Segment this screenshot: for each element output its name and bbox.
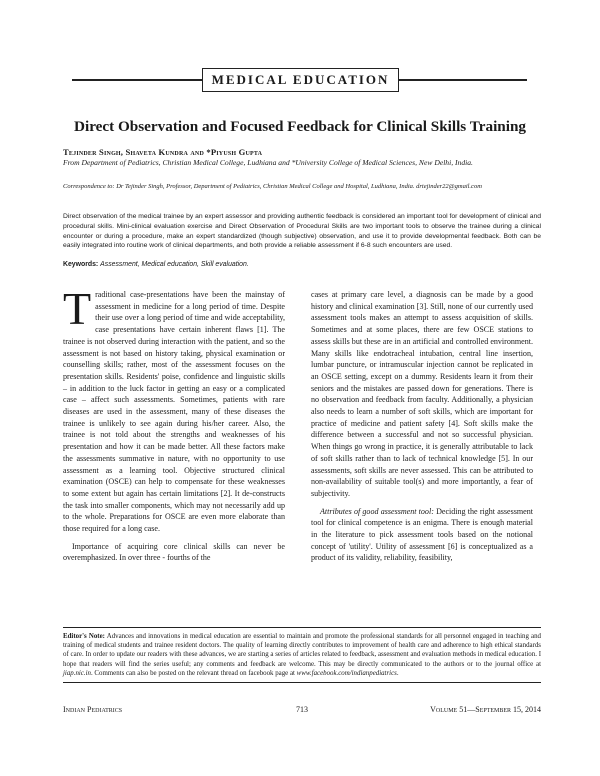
- body-paragraph: [63, 283, 285, 535]
- editors-note: [63, 627, 541, 683]
- keywords-line: [63, 261, 249, 268]
- article-abstract: Direct observation of the medical trainee by an expert assessor and providing authentic feedback is considered an important tool for development of clinical and procedural skills. Mini-clinical evaluation exercise and Direct Observation of Procedural Skills are two important tools to observe the trainee during a clinical encounter or during a procedure, make an expert standardized (though subjective) observation, and use it to provide developmental feedback. Both can be easily integrated into routine work of clinical departments, and both provide a reliable assessment if 6-8 such encounters are used.: [63, 213, 541, 250]
- body-column-left: [63, 283, 285, 564]
- article-authors: Tejinder Singh, Shaveta Kundra and *Piyush Gupta: [63, 147, 263, 157]
- editors-note-label: Editor's Note:: [63, 633, 105, 640]
- page-footer: [63, 705, 541, 717]
- keywords-label: Keywords:: [63, 261, 99, 268]
- facebook-link[interactable]: www.facebook.com/indianpediatrics: [296, 669, 397, 677]
- section-header: [72, 68, 527, 92]
- body-paragraph: [311, 506, 533, 565]
- footer-volume: Volume 51—September 15, 2014: [430, 705, 541, 714]
- body-paragraph: Importance of acquiring core clinical skills can never be overemphasized. In over three - fourths of the: [63, 541, 285, 563]
- drop-cap: T: [63, 283, 92, 334]
- editors-note-text-2: . Comments can also be posted on the relevant thread on facebook page at: [90, 669, 297, 677]
- body-column-right: [311, 289, 533, 564]
- body-paragraph: cases at primary care level, a diagnosis can be made by a good history and clinical examination [3]. Still, none of our currently used assessment tools makes an attempt to assess acquisition of skills. Sometimes and at some places, there are few OSCE stations to assess skills but these are in an artificial and controlled environment. Many skills like endotracheal intubation, central line insertion, lumbar puncture, or intramuscular injection cannot be replicated in an OSCE setting, except on a dummy. Residents learn it from their seniors and the mistakes are passed down for generations. There is no observation and feedback from faculty. Additionally, a physician also needs to learn a number of soft skills, which are important for practice of medicine and patient safety [4]. Soft skills make the difference between a successful and not so successful physician. When things go wrong in practice, it is generally attributable to lack of soft skills rather than to lack of technical knowledge [5]. In our assessments, soft skills are never assessed. This can be attributed to non-availability of suitable tool(s) and more importantly, a fear of subjectivity.: [311, 290, 533, 498]
- section-label-box: [202, 68, 399, 92]
- editors-note-text-3: .: [396, 669, 399, 677]
- paragraph-text: raditional case-presentations have been the mainstay of assessment in medicine for a long period of time. Despite their use over a long period of time and wide acceptability, case presentations have certain inherent flaws [1]. The trainee is not observed during interaction with the patient, and so the assessment is not based on history taking, physical examination or counselling skills; rather, most of the assessment focuses on the presentation skills. Residents' poise, confidence and linguistic skills – in addition to the luck factor in getting an easy or a complicated case – affect such assessments. Sometimes, patients with rare diseases are used in the assessment, many of these diseases the trainee is unlikely to see again during his/her career. Also, the trainee is not told about the strengths and weaknesses of his presentation and how it can be made better. All these factors make the assessments summative in nature, with no opportunity to use assessment as a learning tool. Objective structured clinical examination (OSCE) can help to compensate for these weaknesses to some extent but again has certain limitations [2]. It de-constructs the task into smaller components, which may not necessarily add up to the whole. Preparations for OSCE are even more elaborate than those required for a long case.: [63, 290, 285, 534]
- footer-page-number: 713: [296, 705, 308, 714]
- paragraph-heading: Attributes of good assessment tool:: [320, 506, 434, 516]
- keywords-text: Assessment, Medical education, Skill evaluation.: [100, 261, 249, 268]
- journal-email-link[interactable]: jiap.nic.in: [63, 669, 91, 677]
- article-affiliation: From Department of Pediatrics, Christian Medical College, Ludhiana and *University College of Medical Sciences, New Delhi, India.: [63, 158, 473, 167]
- paragraph-text: Deciding the right assessment tool for clinical competence is an enigma. There is enough material in the literature to pick assessment tools based on the notional concept of 'utility'. Utility of assessment [6] is conceptualized as a product of its validity, reliability, feasibility,: [311, 506, 533, 563]
- editors-note-text: Advances and innovations in medical education are essential to maintain and promote the professional standards for all personnel engaged in teaching and training of medical students and trainee resident doctors. The quality of learning directly contributes to improvement of health care and adherence to high ethical standards of care. In order to update our readers with these advances, we are starting a series of articles related to feedback, assessment and evaluation methods in medical education. I hope that readers will find the series useful; any comments and feedback are welcome. This may be directly communicated to the authors or to the journal office at: [63, 633, 541, 668]
- footer-journal: Indian Pediatrics: [63, 705, 123, 714]
- section-label: MEDICAL EDUCATION: [211, 72, 390, 87]
- article-title: Direct Observation and Focused Feedback for Clinical Skills Training: [74, 118, 526, 135]
- article-correspondence: Correspondence to: Dr Tejinder Singh, Professor, Department of Pediatrics, Christian Medical College and Hospital, Ludhiana, India. drtejinder22@gmail.com: [63, 183, 482, 190]
